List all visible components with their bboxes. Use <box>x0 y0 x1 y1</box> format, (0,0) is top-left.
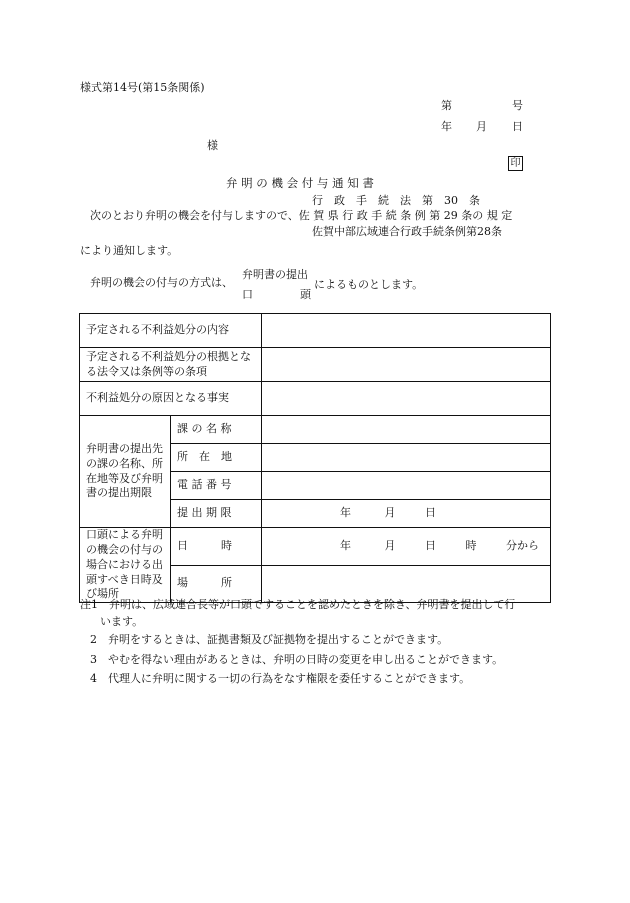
body-sentence-1: 次のとおり弁明の機会を付与しますので、佐 賀 県 行 政 手 続 条 例 第 29 条の 規 定 <box>90 209 513 222</box>
number-prefix: 第 <box>441 99 452 112</box>
value-cause-facts <box>262 382 551 416</box>
law-line-3: 佐賀中部広域連合行政手続条例第28条 <box>312 225 502 238</box>
document-title: 弁 明 の 機 会 付 与 通 知 書 <box>226 176 374 190</box>
label-disposition-content: 予定される不利益処分の内容 <box>80 314 262 348</box>
note-1-continuation: います。 <box>100 615 144 628</box>
value-deadline <box>262 500 551 528</box>
form-number: 様式第14号(第15条関係) <box>80 81 205 94</box>
deadline-year: 年 <box>340 506 351 520</box>
value-datetime <box>262 528 551 566</box>
table-row <box>80 416 551 444</box>
label-oral-hearing: 口頭による弁明の機会の付与の場合における出頭すべき日時及び場所 <box>80 528 171 603</box>
note-3: 3 やむを得ない理由があるときは、弁明の日時の変更を申し出ることができます。 <box>90 653 504 666</box>
method-option-oral-b: 頭 <box>300 288 311 301</box>
label-legal-basis: 予定される不利益処分の根拠となる法令又は条例等の条項 <box>80 348 262 382</box>
number-suffix: 号 <box>512 99 523 112</box>
law-line-1: 行 政 手 続 法 第 30 条 <box>312 194 480 207</box>
date-month: 月 <box>476 120 487 133</box>
table-row <box>80 314 551 348</box>
value-section-name <box>262 416 551 444</box>
datetime-month: 月 <box>384 538 396 552</box>
deadline-month: 月 <box>384 506 396 520</box>
datetime-year: 年 <box>340 538 351 552</box>
body-sentence-2: により通知します。 <box>80 244 179 257</box>
method-suffix: によるものとします。 <box>314 278 424 291</box>
value-disposition-content <box>262 314 551 348</box>
note-1: 注1 弁明は、広域連合長等が口頭ですることを認めたときを除き、弁明書を提出して行 <box>80 598 516 611</box>
label-place: 場 所 <box>171 565 262 603</box>
note-4: 4 代理人に弁明に関する一切の行為をなす権限を委任することができます。 <box>90 672 471 685</box>
method-option-written: 弁明書の提出 <box>242 268 308 281</box>
label-submission-destination: 弁明書の提出先の課の名称、所在地等及び弁明書の提出期限 <box>80 416 171 528</box>
method-option-oral-a: 口 <box>242 288 253 301</box>
datetime-hour: 時 <box>465 538 477 552</box>
seal-mark: 印 <box>508 156 523 171</box>
table-row <box>80 382 551 416</box>
date-year: 年 <box>441 120 452 133</box>
date-day: 日 <box>512 120 523 133</box>
note-2: 2 弁明をするときは、証拠書類及び証拠物を提出することができます。 <box>90 633 449 646</box>
method-prefix: 弁明の機会の付与の方式は、 <box>90 276 233 289</box>
deadline-day: 日 <box>425 506 436 520</box>
value-legal-basis <box>262 348 551 382</box>
datetime-minute: 分から <box>506 538 539 552</box>
addressee-suffix: 様 <box>207 139 218 152</box>
label-cause-facts: 不利益処分の原因となる事実 <box>80 382 262 416</box>
label-datetime: 日 時 <box>171 528 262 566</box>
value-phone <box>262 472 551 500</box>
notice-table <box>79 313 551 603</box>
value-location <box>262 444 551 472</box>
table-row <box>80 348 551 382</box>
label-deadline: 提 出 期 限 <box>171 500 262 528</box>
datetime-day: 日 <box>425 538 436 552</box>
label-phone: 電 話 番 号 <box>171 472 262 500</box>
label-section-name: 課 の 名 称 <box>171 416 262 444</box>
label-location: 所 在 地 <box>171 444 262 472</box>
table-row <box>80 528 551 566</box>
